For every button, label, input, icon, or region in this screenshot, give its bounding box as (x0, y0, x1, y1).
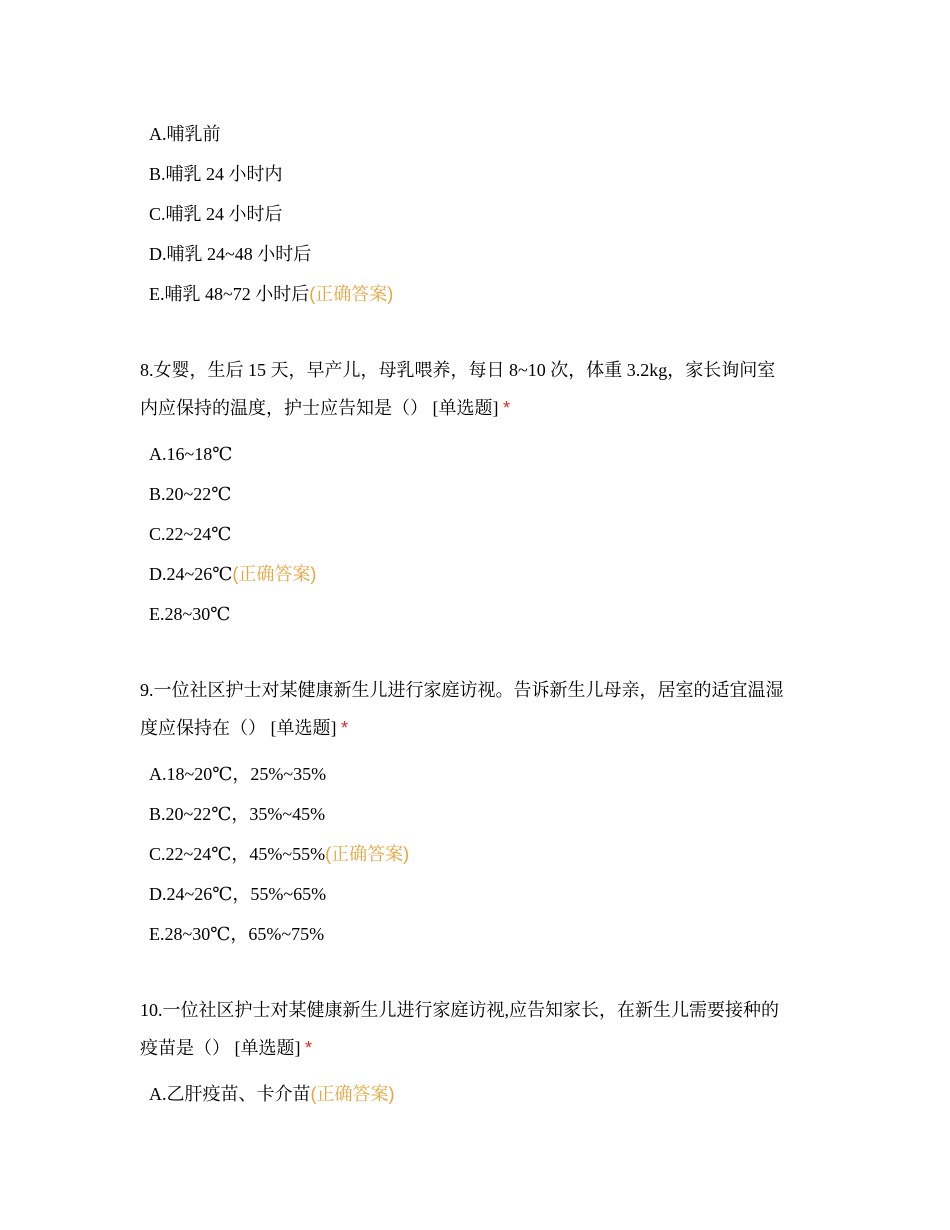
q9-option-c: C.22~24℃，45%~55%(正确答案) (149, 844, 410, 864)
q8-option-a: A.16~18℃ (149, 444, 233, 464)
correct-answer-marker: (正确答案) (232, 564, 317, 584)
q9-option-e: E.28~30℃，65%~75% (149, 924, 325, 944)
q10-text-line2: 疫苗是（） [单选题] * (140, 1038, 313, 1058)
q7-option-a: A.哺乳前 (149, 124, 221, 144)
q7-option-b: B.哺乳 24 小时内 (149, 164, 283, 184)
q8-option-e: E.28~30℃ (149, 604, 231, 624)
correct-answer-marker: (正确答案) (325, 844, 410, 864)
required-marker: * (305, 1038, 313, 1058)
correct-answer-marker: (正确答案) (310, 1084, 395, 1104)
q8-option-b: B.20~22℃ (149, 484, 232, 504)
q9-option-b: B.20~22℃，35%~45% (149, 804, 326, 824)
q7-option-c: C.哺乳 24 小时后 (149, 204, 283, 224)
q9-text-line2: 度应保持在（） [单选题] * (140, 718, 349, 738)
required-marker: * (341, 718, 349, 738)
q9-option-a: A.18~20℃，25%~35% (149, 764, 327, 784)
q9-text-line1: 9.一位社区护士对某健康新生儿进行家庭访视。告诉新生儿母亲，居室的适宜温湿 (140, 680, 784, 700)
q8-text-line2: 内应保持的温度，护士应告知是（） [单选题] * (140, 398, 511, 418)
q8-option-c: C.22~24℃ (149, 524, 232, 544)
q8-option-d: D.24~26℃(正确答案) (149, 564, 317, 584)
q9-option-d: D.24~26℃，55%~65% (149, 884, 327, 904)
q7-option-d: D.哺乳 24~48 小时后 (149, 244, 312, 264)
q10-option-a: A.乙肝疫苗、卡介苗(正确答案) (149, 1084, 395, 1104)
q7-option-e: E.哺乳 48~72 小时后(正确答案) (149, 284, 394, 304)
required-marker: * (503, 398, 511, 418)
q8-text-line1: 8.女婴，生后 15 天，早产儿，母乳喂养，每日 8~10 次，体重 3.2kg，家长询问室 (140, 360, 776, 380)
correct-answer-marker: (正确答案) (309, 284, 394, 304)
q10-text-line1: 10.一位社区护士对某健康新生儿进行家庭访视,应告知家长，在新生儿需要接种的 (140, 1000, 779, 1020)
